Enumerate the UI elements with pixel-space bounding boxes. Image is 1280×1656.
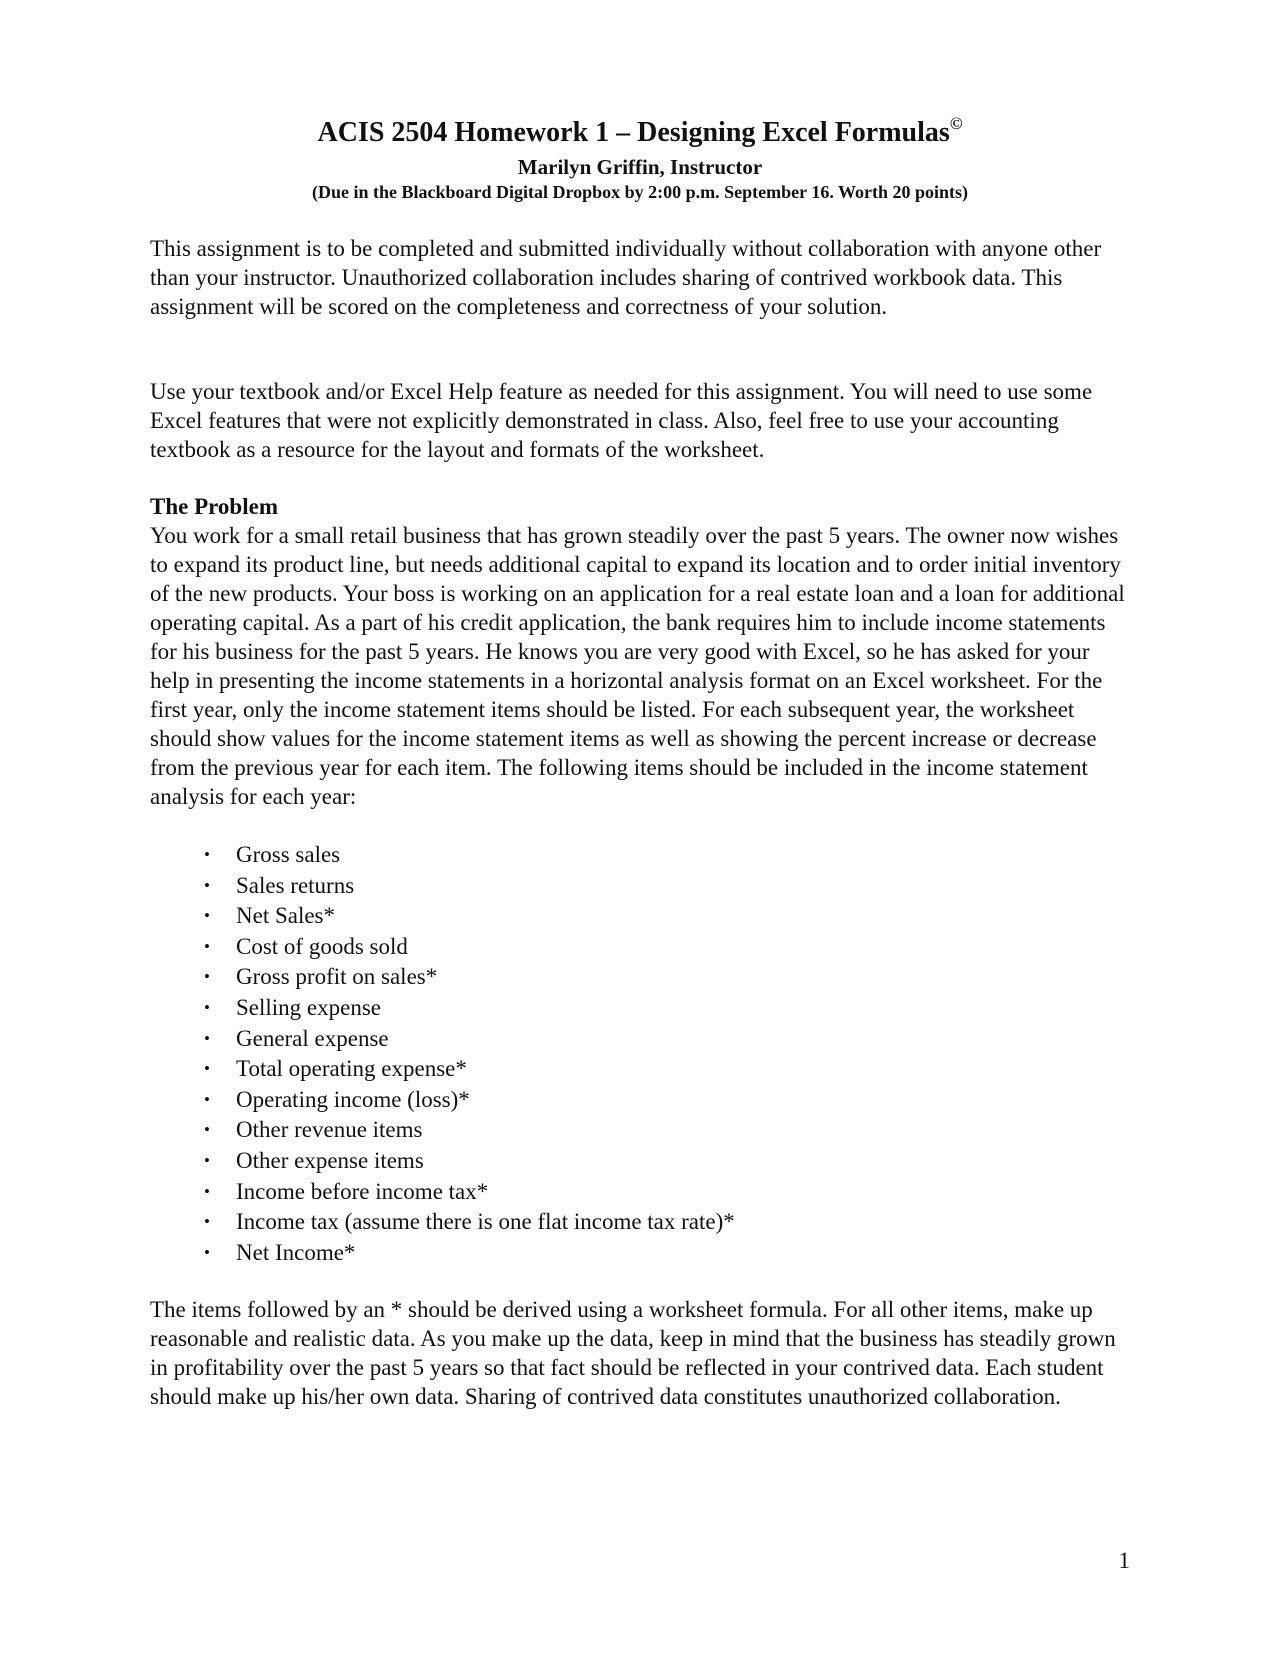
list-item-text: Net Income* [236, 1239, 356, 1265]
income-statement-items-list [150, 840, 735, 1268]
list-item [150, 1146, 735, 1177]
list-item [150, 1054, 735, 1085]
bullet-icon: • [204, 906, 210, 926]
list-item-text: General expense [236, 1025, 389, 1051]
list-item-text: Selling expense [236, 994, 381, 1020]
individual-work-paragraph: This assignment is to be completed and submitted individually without collaboration with anyone other than your instructor. Unauthorized collaboration includes sharing of contrived workbook data. This assignment will be scored on the completeness and correctness of your solution. [150, 236, 1102, 319]
list-item [150, 962, 735, 993]
instructor-line: Marilyn Griffin, Instructor [517, 155, 763, 179]
list-item [150, 1085, 735, 1116]
list-item [150, 901, 735, 932]
bullet-icon: • [204, 967, 210, 987]
list-item [150, 1115, 735, 1146]
list-item [150, 1238, 735, 1269]
list-item-text: Other revenue items [236, 1117, 423, 1143]
bullet-icon: • [204, 997, 210, 1017]
page-number: 1 [1118, 1548, 1130, 1573]
list-item-text: Gross sales [236, 842, 341, 867]
list-item-text: Other expense items [236, 1147, 424, 1173]
problem-heading: The Problem [150, 494, 278, 519]
list-item [150, 993, 735, 1024]
bullet-icon: • [204, 1242, 210, 1262]
list-item-text: Sales returns [236, 872, 355, 898]
list-item [150, 1207, 735, 1238]
copyright-mark: © [949, 114, 963, 133]
list-item [150, 932, 735, 963]
bullet-icon: • [204, 875, 210, 895]
bullet-icon: • [204, 1059, 210, 1079]
resources-paragraph: Use your textbook and/or Excel Help feature as needed for this assignment. You will need to use some Excel features that were not explicitly demonstrated in class. Also, feel free to use your accounting textbook as a resource for the layout and formats of the worksheet. [150, 379, 1093, 462]
bullet-icon: • [204, 1181, 210, 1201]
bullet-icon: • [204, 1089, 210, 1109]
document-page [150, 0, 1130, 1656]
list-item [150, 1024, 735, 1055]
list-item-text: Income tax (assume there is one flat income tax rate)* [236, 1209, 735, 1235]
bullet-icon: • [204, 1150, 210, 1170]
bullet-icon: • [204, 1212, 210, 1232]
list-item-text: Net Sales* [236, 903, 336, 929]
bullet-icon: • [204, 1120, 210, 1140]
list-item-text: Total operating expense* [236, 1056, 467, 1082]
bullet-icon: • [204, 845, 210, 864]
problem-paragraph: You work for a small retail business that has grown steadily over the past 5 years. The owner now wishes to expand its product line, but needs additional capital to expand its location and to order initial inventory of the new products. Your boss is working on an application for a real estate loan and a loan for additional operating capital. As a part of his credit application, the bank requires him to include income statements for his business for the past 5 years. He knows you are very good with Excel, so he has asked for your help in presenting the income statements in a horizontal analysis format on an Excel worksheet. For the first year, only the income statement items should be listed. For each subsequent year, the worksheet should show values for the income statement items as well as showing the percent increase or decrease from the previous year for each item. The following items should be included in the income statement analysis for each year: [150, 523, 1125, 809]
title-text: ACIS 2504 Homework 1 – Designing Excel Formulas [317, 117, 950, 148]
due-date-line: (Due in the Blackboard Digital Dropbox by 2:00 p.m. September 16. Worth 20 points) [311, 182, 969, 202]
list-item [150, 871, 735, 902]
list-item [150, 840, 735, 871]
list-item-text: Operating income (loss)* [236, 1086, 470, 1112]
list-item-text: Cost of goods sold [236, 933, 408, 959]
list-item-text: Income before income tax* [236, 1178, 489, 1204]
closing-paragraph: The items followed by an * should be derived using a worksheet formula. For all other items, make up reasonable and realistic data. As you make up the data, keep in mind that the business has steadily grown in profitability over the past 5 years so that fact should be reflected in your contrived data. Each student should make up his/her own data. Sharing of contrived data constitutes unauthorized collaboration. [150, 1297, 1116, 1409]
list-item [150, 1177, 735, 1208]
list-item-text: Gross profit on sales* [236, 964, 438, 990]
document-title [150, 116, 1130, 150]
bullet-icon: • [204, 1028, 210, 1048]
bullet-icon: • [204, 936, 210, 956]
